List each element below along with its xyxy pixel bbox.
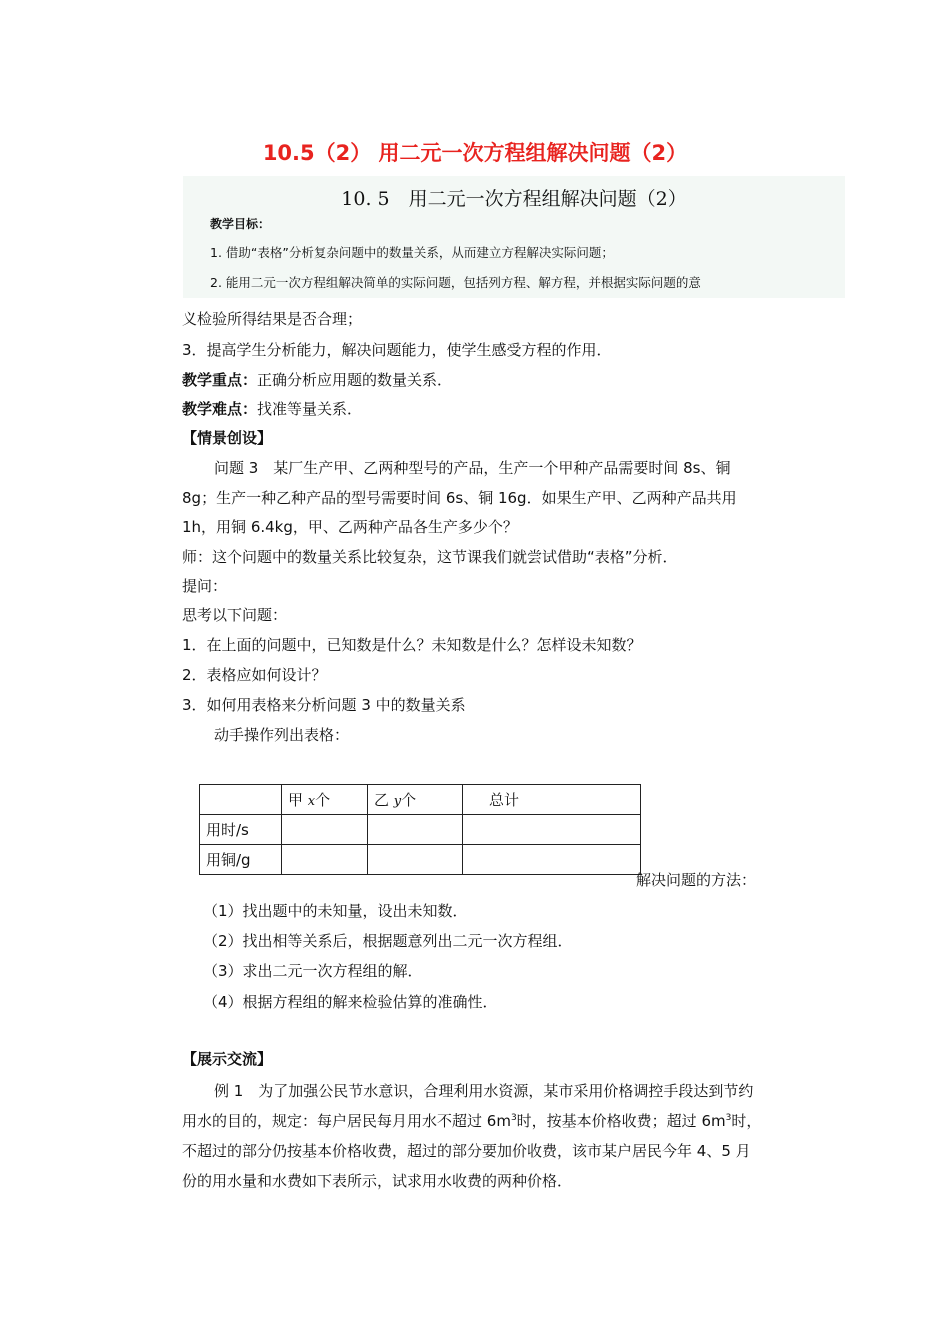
analysis-table (199, 784, 641, 875)
example-line-2: 用水的目的，规定：每户居民每月用水不超过 $6m^3$时，按基本价格收费；超过 $6m^3$时， (182, 1112, 762, 1130)
table-header-yi: 乙 y个 (368, 785, 463, 815)
table-header-total: 总计 (463, 785, 641, 815)
scan-goal-2: 2. 能用二元一次方程组解决简单的实际问题，包括列方程、解方程，并根据实际问题的意 (210, 275, 701, 290)
section-showcase: 【展示交流】 (182, 1050, 273, 1068)
key-point-label: 教学重点： (182, 371, 258, 389)
goal-2-continued: 义检验所得结果是否合理； (182, 310, 363, 328)
difficult-point (182, 398, 362, 419)
difficult-point-label: 教学难点： (182, 400, 258, 418)
goal-3: 3．提高学生分析能力，解决问题能力，使学生感受方程的作用． (182, 341, 612, 359)
table-cell (368, 815, 463, 845)
table-row-label-copper: 用铜/g (200, 845, 282, 875)
scan-goal-1: 1. 借助“表格”分析复杂问题中的数量关系，从而建立方程解决实际问题； (210, 245, 614, 260)
method-2: （2）找出相等关系后，根据题意列出二元一次方程组． (203, 932, 573, 950)
hands-on-label: 动手操作列出表格： (214, 726, 350, 744)
problem-line-2: 8g；生产一种乙种产品的型号需要时间 6s、铜 16g．如果生产甲、乙两种产品共用 (182, 489, 737, 507)
difficult-point-text: 找准等量关系． (257, 400, 363, 418)
example-line-4: 份的用水量和水费如下表所示，试求用水收费的两种价格． (182, 1172, 573, 1190)
table-row (200, 815, 641, 845)
example-line-3: 不超过的部分仍按基本价格收费，超过的部分要加价收费，该市某户居民今年 4、5 月 (182, 1142, 751, 1160)
scanned-excerpt (183, 176, 845, 298)
scan-title: 10. 5 用二元一次方程组解决问题（2） (341, 188, 687, 210)
key-point (182, 369, 452, 390)
question-2: 2．表格应如何设计？ (182, 666, 327, 684)
question-1: 1．在上面的问题中，已知数是什么？未知数是什么？怎样设未知数？ (182, 636, 642, 654)
think-label: 思考以下问题： (182, 606, 288, 624)
question-3: 3．如何用表格来分析问题 3 中的数量关系 (182, 696, 466, 714)
method-1: （1）找出题中的未知量，设出未知数． (203, 902, 468, 920)
problem-line-3: 1h，用铜 6.4kg，甲、乙两种产品各生产多少个？ (182, 518, 518, 536)
scan-goal-label: 教学目标： (210, 217, 271, 231)
table-cell (282, 815, 368, 845)
table-cell (282, 845, 368, 875)
table-header-jia: 甲 x个 (282, 785, 368, 815)
table-corner-cell (200, 785, 282, 815)
problem-line-1: 问题 3 某厂生产甲、乙两种型号的产品，生产一个甲种产品需要时间 8s、铜 (214, 459, 731, 477)
example-line-1: 例 1 为了加强公民节水意识，合理利用水资源，某市采用价格调控手段达到节约 (214, 1082, 754, 1100)
table-cell (368, 845, 463, 875)
table-row (200, 845, 641, 875)
page-title: 10.5（2） 用二元一次方程组解决问题（2） (262, 141, 688, 165)
table-cell (463, 845, 641, 875)
table-header-row (200, 785, 641, 815)
teacher-remark: 师：这个问题中的数量关系比较复杂，这节课我们就尝试借助“表格”分析． (182, 548, 678, 566)
table-cell (463, 815, 641, 845)
method-3: （3）求出二元一次方程组的解． (203, 962, 423, 980)
ask-label: 提问： (182, 577, 228, 595)
method-label: 解决问题的方法： (636, 871, 757, 889)
table-row-label-time: 用时/s (200, 815, 282, 845)
section-scenario: 【情景创设】 (182, 429, 273, 447)
method-4: （4）根据方程组的解来检验估算的准确性． (203, 993, 498, 1011)
key-point-text: 正确分析应用题的数量关系． (257, 371, 453, 389)
